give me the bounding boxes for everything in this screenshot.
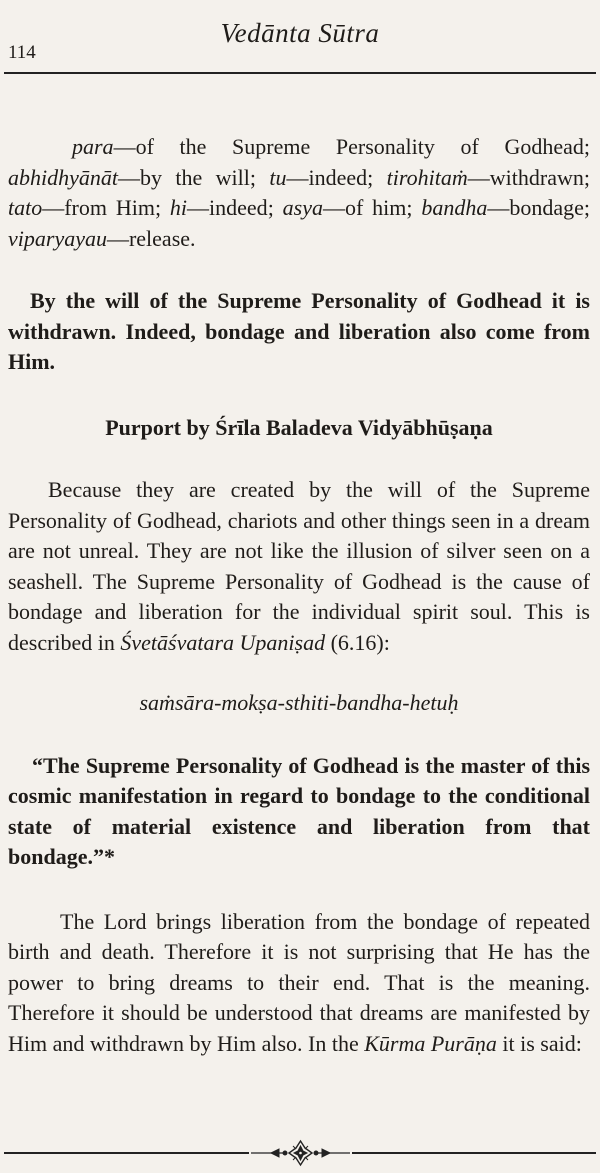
synonym-word: tu — [269, 164, 287, 190]
synonym-word: viparyayau — [8, 225, 107, 251]
word-for-word-synonyms: para—of the Supreme Personality of Godhead; abhidhyānāt—by the will; tu—indeed; tirohitaṁ—withdrawn; tato—from Him; hi—indeed; asya—of him; bandha—bondage; viparyayau—release. — [8, 134, 590, 251]
sanskrit-verse: saṁsāra-mokṣa-sthiti-bandha-hetuḥ — [139, 690, 459, 715]
purport-heading: Purport by Śrīla Baladeva Vidyābhūṣaṇa — [105, 414, 493, 440]
purport-paragraph-1 — [8, 475, 590, 658]
synonym-meaning: of him — [344, 195, 407, 220]
scripture-reference: Śvetāśvatara Upaniṣad — [120, 629, 326, 655]
running-title: Vedānta Sūtra — [220, 18, 380, 48]
header-rule — [4, 72, 596, 74]
synonym-meaning: bondage — [509, 195, 584, 220]
synonym-meaning: indeed — [308, 164, 368, 190]
footer-rule-left — [4, 1152, 249, 1154]
synonym-word: tirohitaṁ — [386, 164, 468, 190]
synonym-meaning: by the will — [140, 164, 250, 190]
footer-rule-right — [352, 1152, 596, 1154]
page-body — [8, 132, 590, 1059]
synonym-word: tato — [8, 195, 43, 220]
synonym-meaning: release — [128, 225, 191, 251]
synonym-meaning: of the Supreme Personality of Godhead — [135, 134, 584, 159]
paragraph-text: The Lord brings liberation from the bondage of repeated birth and death. Therefore it is not surprising that He has the power to bring dreams to their end. That is the meaning. Therefore it should be understood that dreams are manifested by Him and withdrawn by Him also. In the — [8, 908, 590, 1056]
paragraph-text: Because they are created by the will of the Supreme Personality of Godhead, chariots and other things seen in a dream are not unreal. They are not like the illusion of silver seen on a seashell. The Supreme Personality of Godhead is the cause of bondage and liberation for the individual spirit soul. This is described in — [8, 477, 590, 655]
synonym-word: asya — [282, 195, 323, 220]
scripture-reference: Kūrma Purāṇa — [364, 1030, 497, 1056]
purport-paragraph-2 — [8, 907, 590, 1060]
fleuron-ornament-icon — [249, 1138, 352, 1168]
page-number: 114 — [8, 42, 36, 63]
verse-translation: “The Supreme Personality of Godhead is the master of this cosmic manifestation in regard to bondage to the conditional state of material existence and liberation from that bondage.”* — [8, 752, 590, 869]
synonym-word: hi — [169, 195, 188, 220]
synonym-meaning: from Him — [64, 195, 155, 220]
page-header — [0, 0, 600, 75]
paragraph-ending: it is said: — [496, 1030, 582, 1056]
synonym-meaning: indeed — [209, 195, 268, 220]
synonym-word: abhidhyānāt — [8, 164, 118, 190]
verse-reference: (6.16): — [325, 629, 390, 655]
synonym-meaning: withdrawn — [489, 164, 584, 190]
translation: By the will of the Supreme Personality of Godhead it is withdrawn. Indeed, bondage and liberation also come from Him. — [8, 288, 590, 374]
page-footer — [0, 1138, 600, 1168]
synonym-word: para — [72, 134, 114, 159]
synonym-word: bandha — [421, 195, 488, 220]
